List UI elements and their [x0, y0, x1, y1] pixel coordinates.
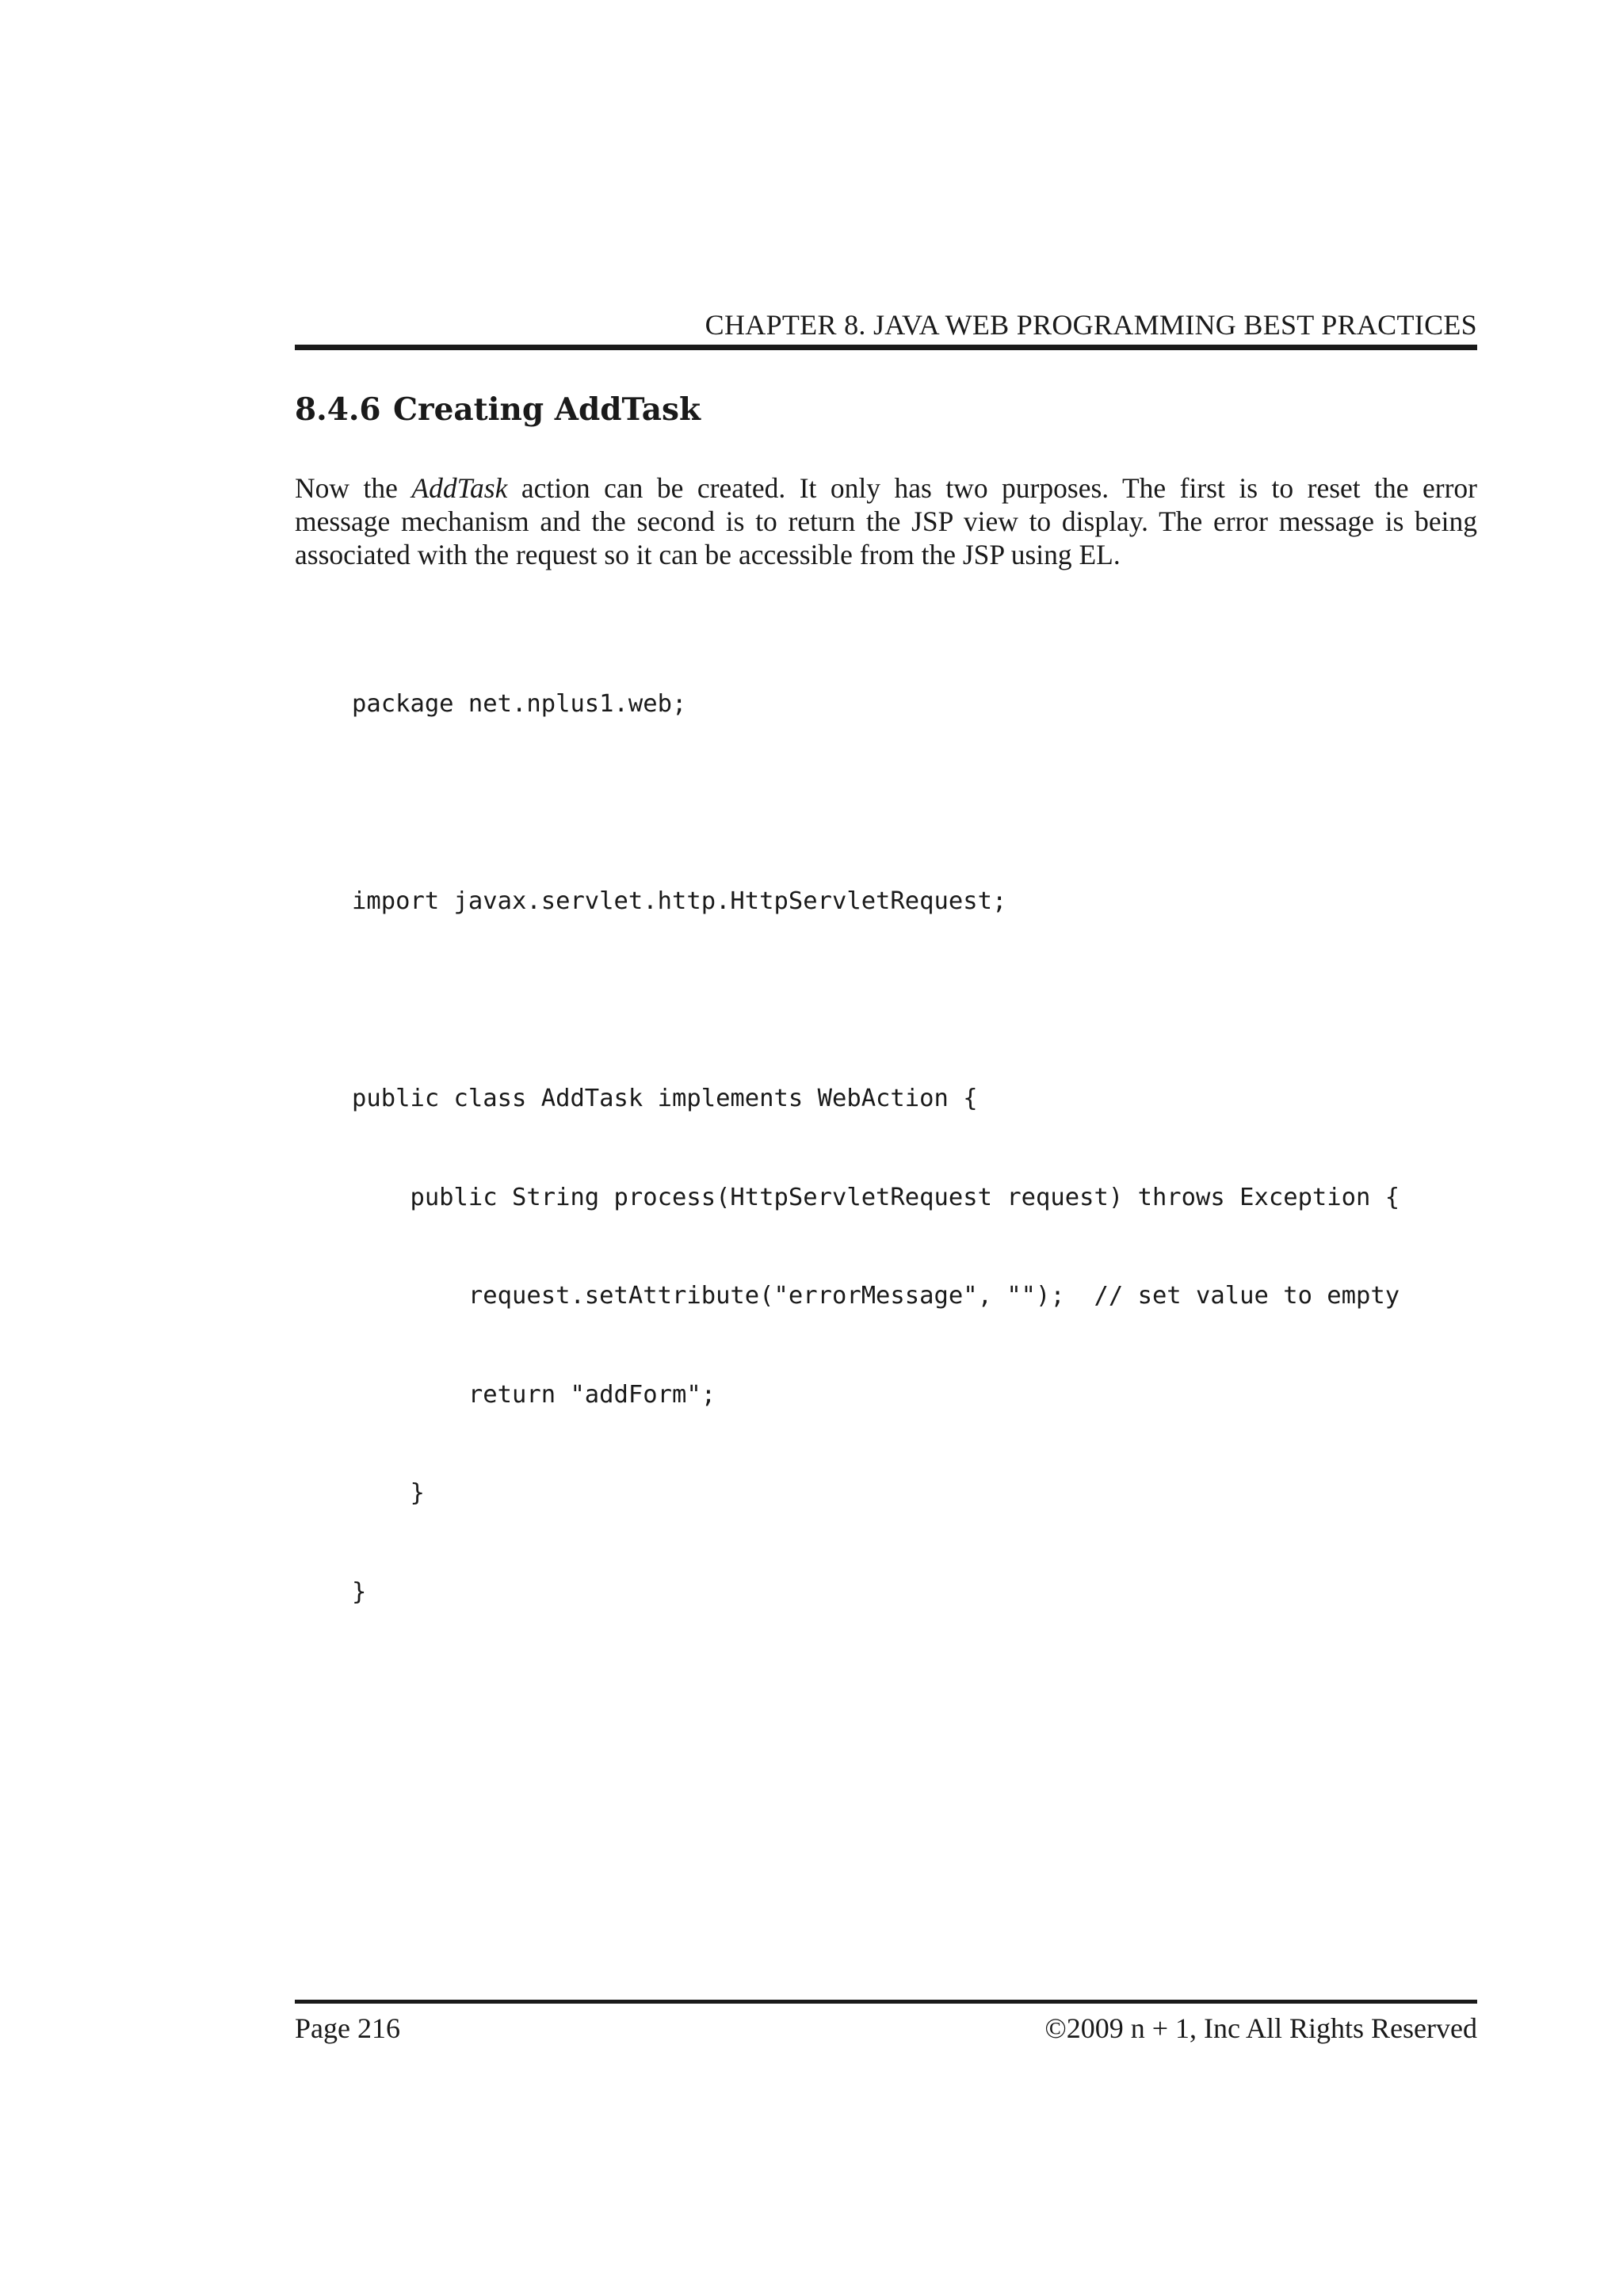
paragraph-line-2: message mechanism and the second is to return the JSP view to display. The error message is being: [295, 505, 1477, 537]
code-line: }: [352, 1479, 425, 1507]
header-rule: [295, 345, 1477, 350]
section-heading: [295, 390, 701, 429]
section-title: Creating AddTask: [393, 391, 701, 428]
page-number: Page 216: [295, 2012, 400, 2044]
code-line: public class AddTask implements WebAction {: [352, 1085, 978, 1112]
paragraph-text: action can be created. It only has two purposes. The first is to reset the error: [507, 472, 1477, 504]
footer-rule: [295, 2000, 1477, 2004]
code-line: request.setAttribute("errorMessage", ""); // set value to empty: [352, 1282, 1400, 1310]
paragraph-line-3: associated with the request so it can be accessible from the JSP using EL.: [295, 539, 1121, 570]
code-line: return "addForm";: [352, 1380, 716, 1409]
section-number: 8.4.6: [295, 391, 381, 428]
code-line: }: [352, 1577, 367, 1606]
body-paragraph: [295, 471, 1477, 571]
code-line: import javax.servlet.http.HttpServletRequest;: [352, 887, 1007, 915]
class-name-emphasis: AddTask: [411, 472, 508, 504]
code-line: package net.nplus1.web;: [352, 690, 687, 718]
code-line: public String process(HttpServletRequest request) throws Exception {: [352, 1183, 1400, 1211]
code-listing: [352, 622, 1400, 1674]
paragraph-text: Now the: [295, 472, 412, 504]
copyright-notice: ©2009 n + 1, Inc All Rights Reserved: [1044, 2012, 1477, 2044]
running-header: CHAPTER 8. JAVA WEB PROGRAMMING BEST PRACTICES: [705, 309, 1477, 341]
paragraph-line-1: [295, 471, 1477, 505]
code-line: [352, 787, 1400, 820]
code-line: [352, 984, 1400, 1017]
